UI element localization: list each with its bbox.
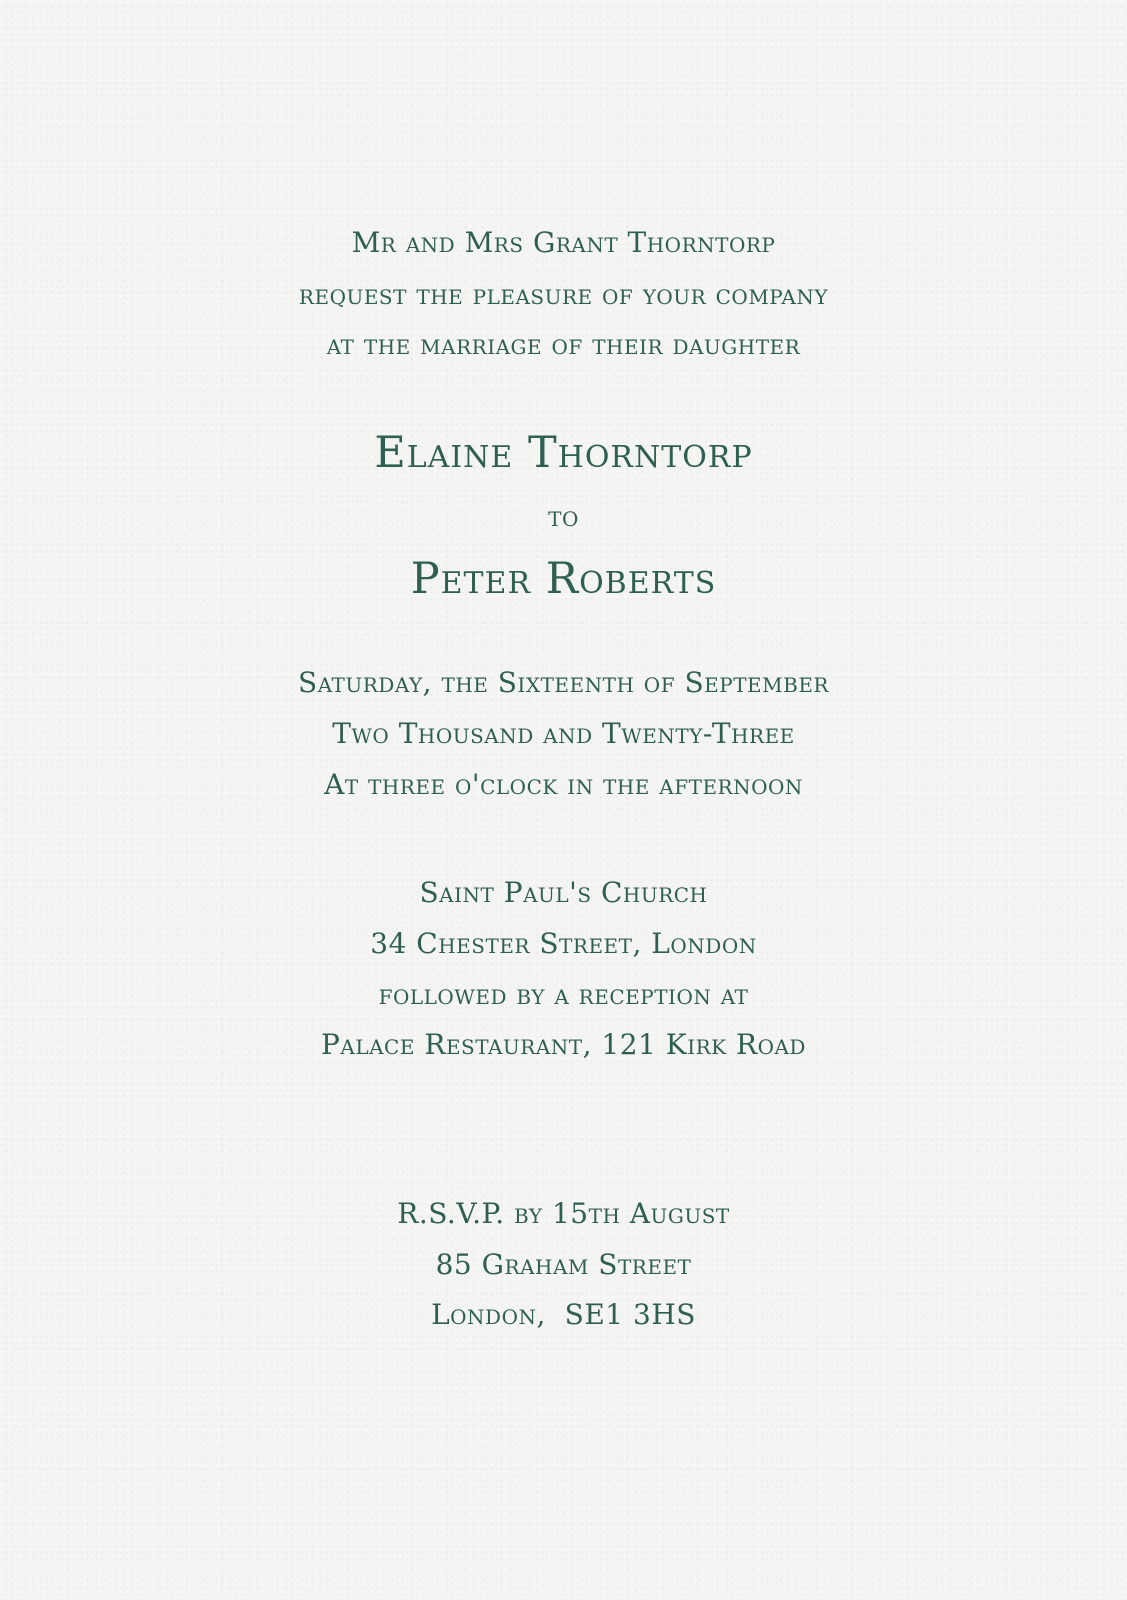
rsvp-city-postcode: London, SE1 3HS <box>431 1298 696 1331</box>
rsvp-street: 85 Graham Street <box>435 1248 692 1281</box>
rsvp-deadline: R.S.V.P. by 15th August <box>397 1197 730 1230</box>
groom-name: Peter Roberts <box>410 554 717 604</box>
venue-address: 34 Chester Street, London <box>370 927 757 960</box>
venue-church: Saint Paul's Church <box>419 876 708 909</box>
hosts-line-1: Mr and Mrs Grant Thorntorp <box>351 226 776 259</box>
reception-venue: Palace Restaurant, 121 Kirk Road <box>321 1028 806 1061</box>
hosts-line-3: at the marriage of their daughter <box>326 328 801 361</box>
bride-name: Elaine Thorntorp <box>374 428 753 478</box>
date-line-1: Saturday, the Sixteenth of September <box>298 666 829 699</box>
hosts-line-2: request the pleasure of your company <box>298 278 829 311</box>
conjunction: to <box>548 500 579 533</box>
time-line: At three o'clock in the afternoon <box>324 768 803 801</box>
reception-intro: followed by a reception at <box>378 978 749 1011</box>
date-line-2: Two Thousand and Twenty-Three <box>332 717 795 750</box>
